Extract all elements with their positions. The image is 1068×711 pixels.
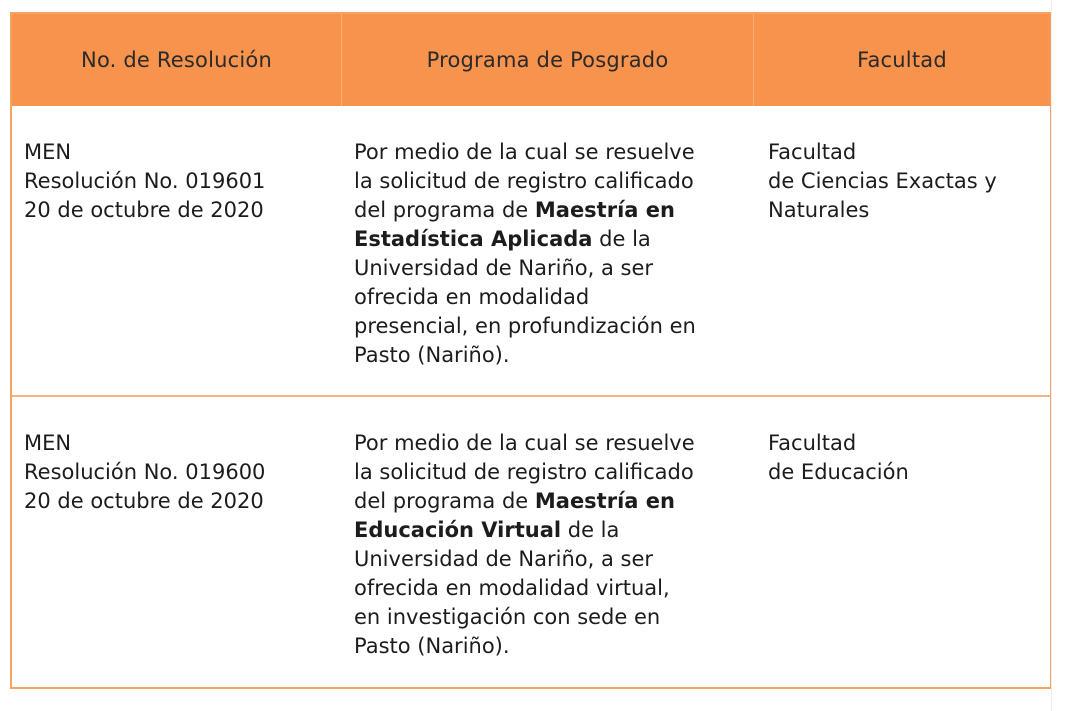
resolution-number: Resolución No. 019600 bbox=[24, 460, 266, 484]
program-name-bold: Maestría en bbox=[534, 489, 675, 513]
resolution-issuer: MEN bbox=[24, 140, 72, 164]
program-text-line bbox=[354, 225, 746, 254]
program-text-line: presencial, en profundización en bbox=[354, 314, 696, 338]
program-text-line bbox=[354, 516, 746, 545]
program-text-line: Por medio de la cual se resuelve bbox=[354, 140, 695, 164]
cell-resolucion bbox=[12, 397, 342, 685]
program-name-bold: Estadística Aplicada bbox=[354, 227, 593, 251]
resolution-date: 20 de octubre de 2020 bbox=[24, 198, 264, 222]
program-text-line: Pasto (Nariño). bbox=[354, 634, 510, 658]
cell-facultad bbox=[754, 397, 1050, 685]
header-programa: Programa de Posgrado bbox=[342, 14, 754, 106]
program-text-fragment: del programa de bbox=[354, 198, 535, 222]
resolutions-table bbox=[10, 12, 1052, 689]
program-text-line: Universidad de Nariño, a ser bbox=[354, 256, 653, 280]
program-name-bold: Educación Virtual bbox=[354, 518, 562, 542]
program-text-line: ofrecida en modalidad bbox=[354, 285, 590, 309]
faculty-line: Facultad bbox=[768, 431, 857, 455]
program-text-line: la solicitud de registro calificado bbox=[354, 169, 694, 193]
cell-programa bbox=[342, 397, 754, 685]
program-text-fragment: del programa de bbox=[354, 489, 535, 513]
faculty-line: Naturales bbox=[768, 198, 870, 222]
program-text-line: Universidad de Nariño, a ser bbox=[354, 547, 653, 571]
program-name-bold: Maestría en bbox=[534, 198, 675, 222]
header-facultad: Facultad bbox=[857, 48, 947, 72]
cell-programa bbox=[342, 106, 754, 395]
program-text-line: en investigación con sede en bbox=[354, 605, 661, 629]
table-header bbox=[12, 14, 1050, 106]
program-text-line: ofrecida en modalidad virtual, bbox=[354, 576, 670, 600]
program-text-line: la solicitud de registro calificado bbox=[354, 460, 694, 484]
resolution-date: 20 de octubre de 2020 bbox=[24, 489, 264, 513]
program-text-line bbox=[354, 196, 746, 225]
table-row bbox=[12, 397, 1050, 685]
program-text-fragment: de la bbox=[592, 227, 651, 251]
page-edge-divider bbox=[1051, 0, 1052, 711]
resolution-number: Resolución No. 019601 bbox=[24, 169, 266, 193]
faculty-line: Facultad bbox=[768, 140, 857, 164]
resolution-issuer: MEN bbox=[24, 431, 72, 455]
table-row bbox=[12, 106, 1050, 397]
faculty-line: de Ciencias Exactas y bbox=[768, 169, 997, 193]
program-text-line bbox=[354, 487, 746, 516]
header-resolucion: No. de Resolución bbox=[12, 14, 342, 106]
program-text-fragment: de la bbox=[561, 518, 620, 542]
program-text-line: Por medio de la cual se resuelve bbox=[354, 431, 695, 455]
faculty-line: de Educación bbox=[768, 460, 909, 484]
program-text-line: Pasto (Nariño). bbox=[354, 343, 510, 367]
cell-resolucion bbox=[12, 106, 342, 395]
cell-facultad bbox=[754, 106, 1050, 395]
